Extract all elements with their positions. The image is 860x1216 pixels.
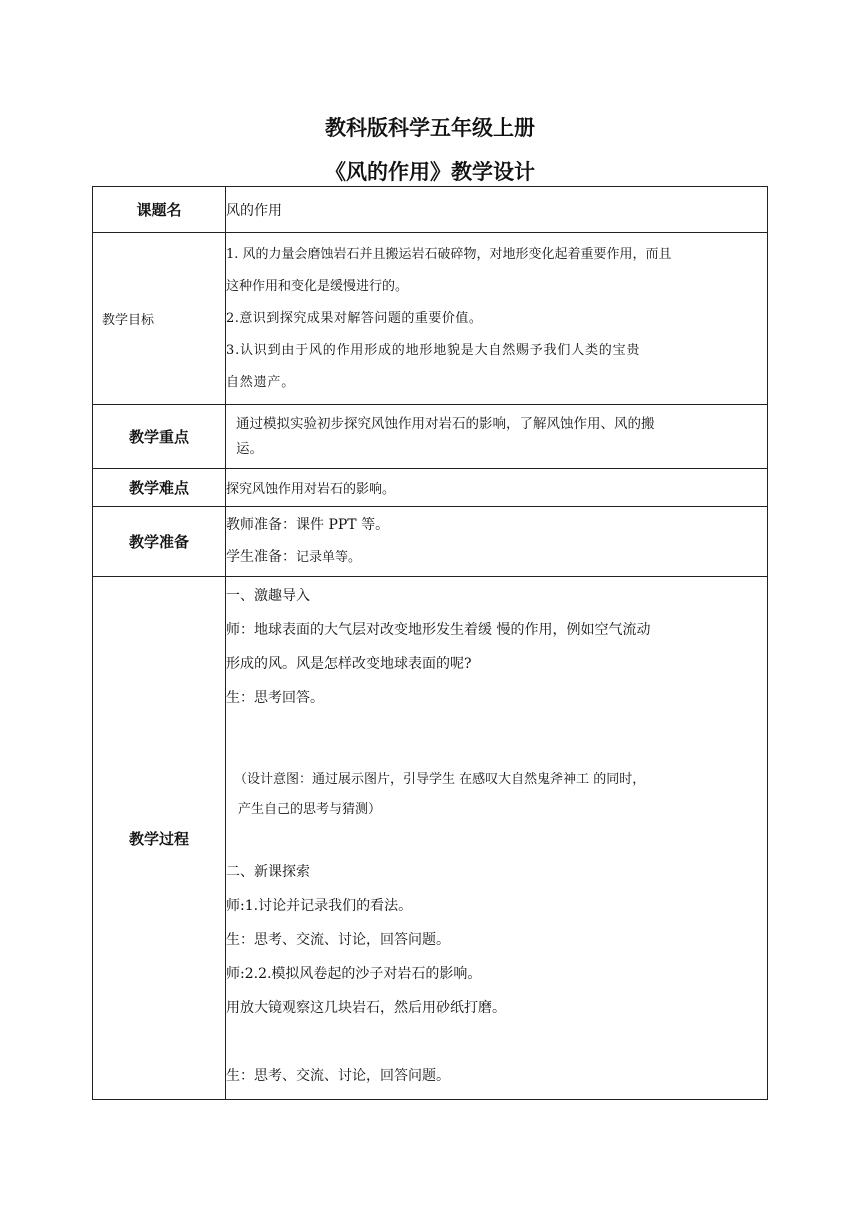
objective-line: 这种作用和变化是缓慢进行的。 <box>226 278 409 294</box>
key-point-label: 教学重点 <box>93 405 226 469</box>
objective-line: 自然遗产。 <box>226 374 296 390</box>
document-title: 教科版科学五年级上册 <box>325 116 535 140</box>
table-row-preparation <box>93 507 768 577</box>
process-value <box>226 577 768 1100</box>
table-row-difficulty <box>93 469 768 507</box>
spacer <box>226 825 767 855</box>
process-text: 用放大镜观察这几块岩石，然后用砂纸打磨。 <box>226 1000 506 1016</box>
objective-line: 1. 风的力量会磨蚀岩石并且搬运岩石破碎物，对地形变化起着重要作用，而且 <box>226 246 672 262</box>
lesson-plan-table <box>92 186 768 1100</box>
process-label: 教学过程 <box>93 577 226 1100</box>
topic-value <box>226 187 768 233</box>
key-point-line: 运。 <box>236 440 263 457</box>
process-text: 生：思考、交流、讨论，回答问题。 <box>226 1068 450 1084</box>
student-preparation-label: 学生准备： <box>226 549 296 565</box>
table-row-objectives <box>93 233 768 405</box>
design-intent: 产生自己的思考与猜测） <box>238 802 382 817</box>
difficulty-label: 教学难点 <box>93 469 226 507</box>
process-text: 师:2.2.模拟风卷起的沙子对岩石的影响。 <box>226 966 482 982</box>
section-heading: 二、新课探索 <box>226 864 310 880</box>
preparation-label: 教学准备 <box>93 507 226 577</box>
difficulty-value <box>226 469 768 507</box>
objective-line: 3.认识到由于风的作用形成的地形地貌是大自然赐予我们人类的宝贵 <box>226 342 641 358</box>
table-row-topic <box>93 187 768 233</box>
student-preparation <box>226 541 767 574</box>
spacer <box>226 749 767 765</box>
key-point-line: 通过模拟实验初步探究风蚀作用对岩石的影响，了解风蚀作用、风的搬 <box>236 415 655 432</box>
document-subtitle: 《风的作用》教学设计 <box>325 160 535 184</box>
teacher-preparation: 教师准备：课件 PPT 等。 <box>226 517 390 533</box>
key-point-value <box>226 405 768 469</box>
objective-line: 2.意识到探究成果对解答问题的重要价值。 <box>226 310 483 326</box>
objectives-label: 教学目标 <box>93 233 226 405</box>
process-text: 生：思考、交流、讨论，回答问题。 <box>226 932 450 948</box>
objectives-value <box>226 233 768 405</box>
design-intent: （设计意图：通过展示图片，引导学生 在感叹大自然鬼斧神工 的同时， <box>234 772 646 787</box>
topic-text: 风的作用 <box>226 202 282 219</box>
difficulty-text: 探究风蚀作用对岩石的影响。 <box>226 482 396 497</box>
preparation-value <box>226 507 768 577</box>
student-preparation-value: 记录单等。 <box>296 550 362 565</box>
process-text: 生：思考回答。 <box>226 690 324 706</box>
table-row-key-point <box>93 405 768 469</box>
spacer <box>226 715 767 749</box>
spacer <box>226 1025 767 1059</box>
table-row-process <box>93 577 768 1100</box>
section-heading: 一、激趣导入 <box>226 588 310 604</box>
process-text: 形成的风。风是怎样改变地球表面的呢? <box>226 656 472 672</box>
process-text: 师：地球表面的大气层对改变地形发生着缓 慢的作用，例如空气流动 <box>226 622 651 638</box>
process-text: 师:1.讨论并记录我们的看法。 <box>226 898 413 914</box>
topic-label: 课题名 <box>93 187 226 233</box>
